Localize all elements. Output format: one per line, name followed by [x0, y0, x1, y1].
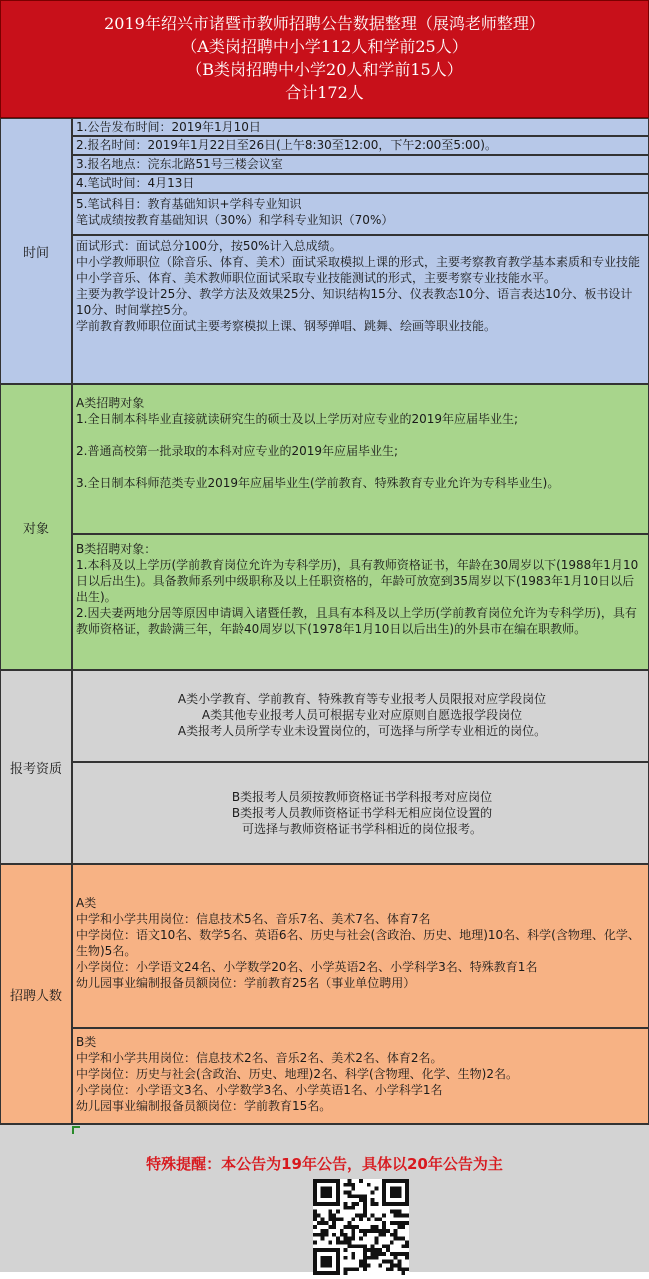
- target-b-title: B类招聘对象：: [76, 542, 157, 556]
- qualification-a: [72, 670, 649, 762]
- target-b-item-2: 2.因夫妻两地分居等原因申请调入诸暨任教，且具有本科及以上学历(学前教育岗位允许为专科学历)，具有教师资格证，教龄满三年，年龄40周岁以下(1978年1月10日以后出生)的外县市在编在职教师。: [76, 606, 637, 636]
- qualification-b-line-3: 可选择与教师资格证书学科相近的岗位报考。: [241, 822, 482, 836]
- interview-general: 中小学教师职位（除音乐、体育、美术）面试采取模拟上课的形式，主要考察教育教学基本素质和专业技能: [76, 255, 641, 269]
- target-a-item-1: 1.全日制本科毕业直接就读研究生的硕士及以上学历对应专业的2019年应届毕业生;: [76, 412, 519, 426]
- interview-format: 面试形式：面试总分100分，按50%计入总成绩。: [76, 239, 342, 253]
- time-location: 3.报名地点：浣东北路51号三楼会议室: [72, 155, 649, 174]
- recruit-a-kindergarten: 幼儿园事业编制报备员额岗位：学前教育25名（事业单位聘用）: [76, 976, 416, 990]
- interview-scoring: 主要为教学设计25分、教学方法及效果25分、知识结构15分、仪表教态10分、语言表达10分、板书设计10分、时间掌控5分。: [76, 287, 633, 317]
- exam-subjects-text: 5.笔试科目：教育基础知识+学科专业知识: [76, 197, 302, 211]
- qualification-b-line-2: B类报考人员教师资格证书学科无相应岗位设置的: [231, 806, 493, 820]
- recruit-a-middle: 中学岗位：语文10名、数学5名、英语6名、历史与社会(含政治、历史、地理)10名、科学(含物理、化学、生物)5名。: [76, 928, 640, 958]
- row-label-qualification: 报考资质: [0, 670, 72, 864]
- recruit-a-title: A类: [76, 896, 97, 910]
- recruit-a-shared: 中学和小学共用岗位：信息技术5名、音乐7名、美术7名、体育7名: [76, 912, 431, 926]
- recruit-b-kindergarten: 幼儿园事业编制报备员额岗位：学前教育15名。: [76, 1099, 332, 1113]
- header-quota-a: （A类岗招聘中小学112人和学前25人）: [181, 37, 468, 56]
- exam-weighting-text: 笔试成绩按教育基础知识（30%）和学科专业知识（70%）: [76, 213, 394, 227]
- recruit-a-primary: 小学岗位：小学语文24名、小学数学20名、小学英语2名、小学科学3名、特殊教育1名: [76, 960, 538, 974]
- cell-corner-marker: [72, 1126, 80, 1134]
- qualification-a-line-1: A类小学教育、学前教育、特殊教育等专业报考人员限报对应学段岗位: [177, 692, 547, 706]
- time-interview: [72, 235, 649, 384]
- target-a-item-3: 3.全日制本科师范类专业2019年应届毕业生(学前教育、特殊教育专业允许为专科毕业生)。: [76, 476, 560, 490]
- target-a-item-2: 2.普通高校第一批录取的本科对应专业的2019年应届毕业生;: [76, 444, 399, 458]
- time-registration: 2.报名时间：2019年1月22日至26日(上午8:30至12:00，下午2:00至5:00)。: [72, 136, 649, 155]
- recruit-b: [72, 1028, 649, 1124]
- interview-preschool: 学前教育教师职位面试主要考察模拟上课、钢琴弹唱、跳舞、绘画等职业技能。: [76, 319, 497, 333]
- qualification-b-line-1: B类报考人员须按教师资格证书学科报考对应岗位: [231, 790, 493, 804]
- header-quota-b: （B类岗招聘中小学20人和学前15人）: [186, 60, 463, 79]
- target-a: [72, 384, 649, 534]
- target-b: [72, 534, 649, 670]
- header-title: 2019年绍兴市诸暨市教师招聘公告数据整理（展鸿老师整理）: [104, 14, 545, 33]
- time-exam-subjects: [72, 193, 649, 235]
- target-b-item-1: 1.本科及以上学历(学前教育岗位允许为专科学历)，具有教师资格证书，年龄在30周岁以下(1988年1月10日以后出生)。具备教师系列中级职称及以上任职资格的，年龄可放宽到35周岁以下(1983年1月10日以后出生)。: [76, 558, 639, 604]
- row-label-target: 对象: [0, 384, 72, 670]
- footer-panel: [0, 1124, 649, 1272]
- qualification-b: [72, 762, 649, 864]
- row-label-time: 时间: [0, 118, 72, 384]
- special-reminder: 特殊提醒：本公告为19年公告，具体以20年公告为主: [146, 1155, 503, 1173]
- target-a-title: A类招聘对象: [76, 396, 145, 410]
- qualification-a-line-3: A类报考人员所学专业未设置岗位的，可选择与所学专业相近的岗位。: [177, 724, 547, 738]
- recruit-b-middle: 中学岗位：历史与社会(含政治、历史、地理)2名、科学(含物理、化学、生物)2名。: [76, 1067, 518, 1081]
- table-header: [0, 0, 649, 118]
- interview-arts: 中小学音乐、体育、美术教师职位面试采取专业技能测试的形式，主要考察专业技能水平。: [76, 271, 557, 285]
- recruit-b-primary: 小学岗位：小学语文3名、小学数学3名、小学英语1名、小学科学1名: [76, 1083, 443, 1097]
- qr-code-graphic: [313, 1179, 409, 1275]
- recruit-b-shared: 中学和小学共用岗位：信息技术2名、音乐2名、美术2名、体育2名。: [76, 1051, 443, 1065]
- qr-code-icon: [313, 1179, 409, 1275]
- time-announce: 1.公告发布时间：2019年1月10日: [72, 118, 649, 136]
- row-label-recruit: 招聘人数: [0, 864, 72, 1124]
- header-total: 合计172人: [285, 83, 364, 102]
- recruit-b-title: B类: [76, 1035, 97, 1049]
- qualification-a-line-2: A类其他专业报考人员可根据专业对应原则自愿选报学段岗位: [201, 708, 523, 722]
- time-exam-date: 4.笔试时间：4月13日: [72, 174, 649, 193]
- recruit-a: [72, 864, 649, 1028]
